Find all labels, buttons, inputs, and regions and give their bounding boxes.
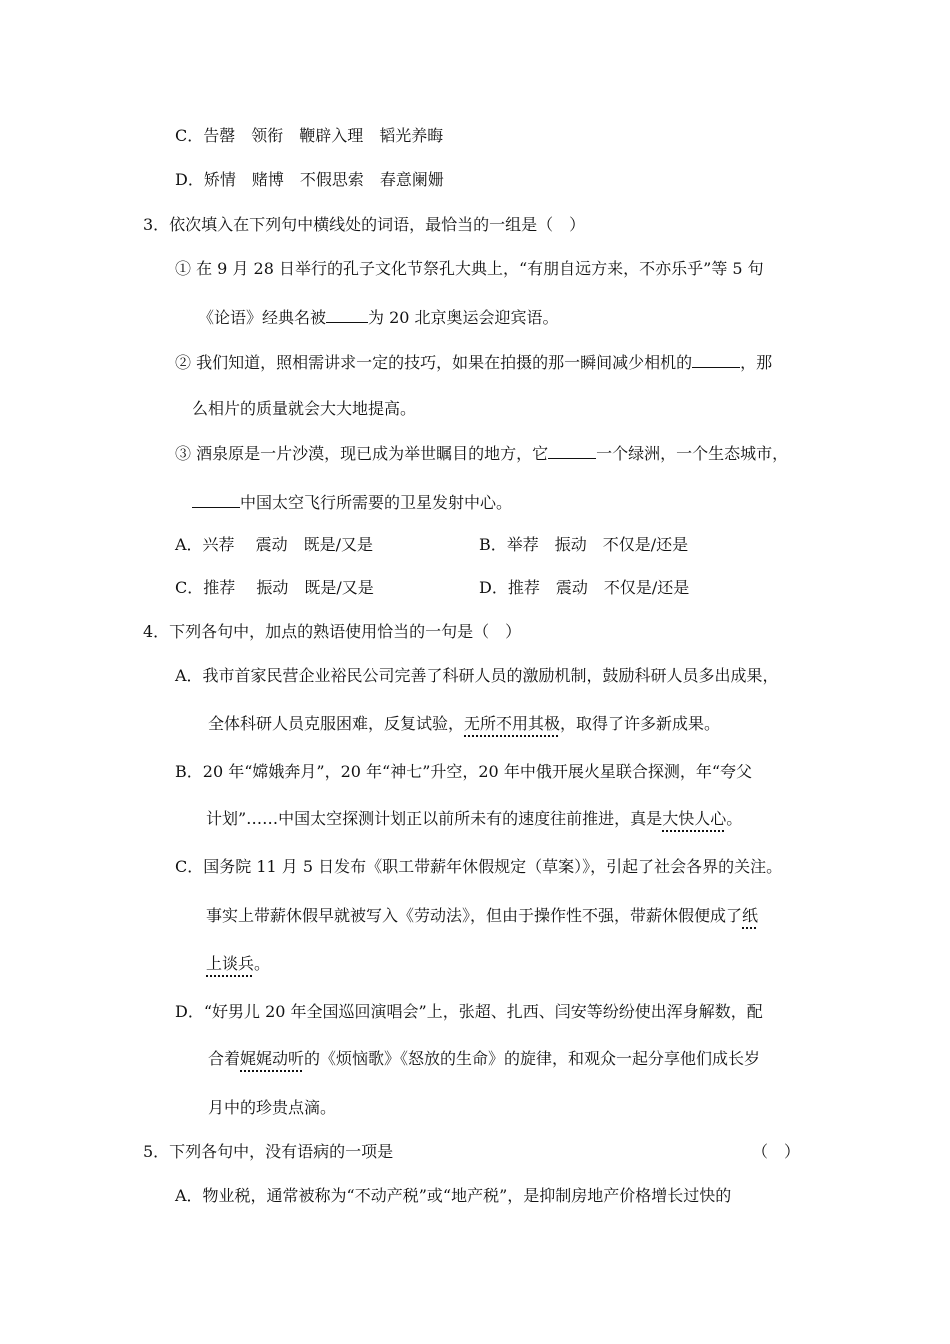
q3-option-b: B．举荐 振动 不仅是/还是 <box>479 535 689 554</box>
q3-s3-text-before: ③ 酒泉原是一片沙漠，现已成为举世瞩目的地方，它 <box>175 444 549 463</box>
q4-option-c-line-3 <box>206 953 270 975</box>
q4-c-dotted-idiom-part-1: 纸 <box>742 906 759 925</box>
q4-b-text-after: 。 <box>726 809 743 828</box>
q3-sentence-3-line-2 <box>192 491 512 513</box>
q4-option-c-line-1: C．国务院 11 月 5 日发布《职工带薪年休假规定（草案）》，引起了社会各界的关注。 <box>175 857 783 876</box>
q4-option-b-line-2 <box>206 808 742 830</box>
q4-option-b-line-1: B．20 年“嫦娥奔月”，20 年“神七”升空，20 年中俄开展火星联合探测，年“夸父 <box>175 762 752 781</box>
q4-stem: 4．下列各句中，加点的熟语使用恰当的一句是（ ） <box>143 622 522 641</box>
q4-a-text-before: 全体科研人员克服困难，反复试验， <box>208 714 465 733</box>
q4-a-dotted-idiom: 无所不用其极 <box>464 714 561 733</box>
q4-option-d-line-2 <box>208 1048 760 1070</box>
q2-option-d: D．矫情 赌博 不假思索 春意阑姗 <box>175 170 444 189</box>
q3-s1-text-after: 为 20 北京奥运会迎宾语。 <box>368 308 559 327</box>
q4-d-dotted-idiom: 娓娓动听 <box>240 1049 305 1068</box>
q4-c-text-before: 事实上带薪休假早就被写入《劳动法》，但由于操作性不强，带薪休假便成了 <box>206 906 743 925</box>
q5-stem: 5．下列各句中，没有语病的一项是 <box>143 1142 394 1161</box>
q4-option-a-line-1: A．我市首家民营企业裕民公司完善了科研人员的激励机制，鼓励科研人员多出成果， <box>175 666 779 685</box>
q4-b-dotted-idiom: 大快人心 <box>662 809 727 828</box>
q3-s1-text-before: 《论语》经典名被 <box>198 308 327 327</box>
q5-option-a-line-1: A．物业税，通常被称为“不动产税”或“地产税”，是抑制房地产价格增长过快的 <box>175 1186 732 1205</box>
q4-c-text-after: 。 <box>254 954 271 973</box>
q3-option-a: A．兴荐 震动 既是/又是 <box>175 535 374 554</box>
q3-sentence-2-line-1 <box>175 351 772 373</box>
q3-sentence-3-line-1 <box>175 442 788 464</box>
q4-option-d-line-3: 月中的珍贵点滴。 <box>208 1098 337 1117</box>
q3-option-c: C．推荐 振动 既是/又是 <box>175 578 374 597</box>
q4-option-d-line-1: D．“好男儿 20 年全国巡回演唱会”上，张超、扎西、闫安等纷纷使出浑身解数，配 <box>175 1002 763 1021</box>
q4-option-c-line-2 <box>206 905 758 927</box>
q4-c-dotted-idiom-part-2: 上谈兵 <box>206 954 255 973</box>
q4-b-text-before: 计划”……中国太空探测计划正以前所未有的速度往前推进，真是 <box>206 809 663 828</box>
q4-d-text-after: 的《烦恼歌》《怒放的生命》的旋律，和观众一起分享他们成长岁 <box>304 1049 761 1068</box>
q3-s2-text-before: ② 我们知道，照相需讲求一定的技巧，如果在拍摄的那一瞬间减少相机的 <box>175 353 693 372</box>
q3-stem: 3．依次填入在下列句中横线处的词语，最恰当的一组是（ ） <box>143 215 586 234</box>
q3-sentence-1-line-2 <box>198 306 559 328</box>
q4-a-text-after: ，取得了许多新成果。 <box>560 714 721 733</box>
q3-s2-text-after: ，那 <box>740 353 773 372</box>
q3-sentence-2-line-2: 么相片的质量就会大大地提高。 <box>192 399 417 418</box>
q3-option-d: D．推荐 震动 不仅是/还是 <box>479 578 690 597</box>
q2-option-c: C．告罄 领衔 鞭辟入理 韬光养晦 <box>175 126 444 145</box>
q5-answer-parentheses: （ ） <box>752 1142 801 1161</box>
q3-blank-2 <box>692 351 740 368</box>
q3-s3-text-after: 一个绿洲，一个生态城市， <box>596 444 789 463</box>
q3-sentence-1-line-1: ① 在 9 月 28 日举行的孔子文化节祭孔大典上，“有朋自远方来，不亦乐乎”等 5 句 <box>175 259 764 278</box>
q4-d-text-before: 合着 <box>208 1049 241 1068</box>
q3-blank-3 <box>548 442 596 459</box>
q3-s3-text-line2: 中国太空飞行所需要的卫星发射中心。 <box>240 493 513 512</box>
q3-blank-1 <box>326 306 368 323</box>
q3-blank-4 <box>192 491 240 508</box>
q4-option-a-line-2 <box>208 713 720 735</box>
